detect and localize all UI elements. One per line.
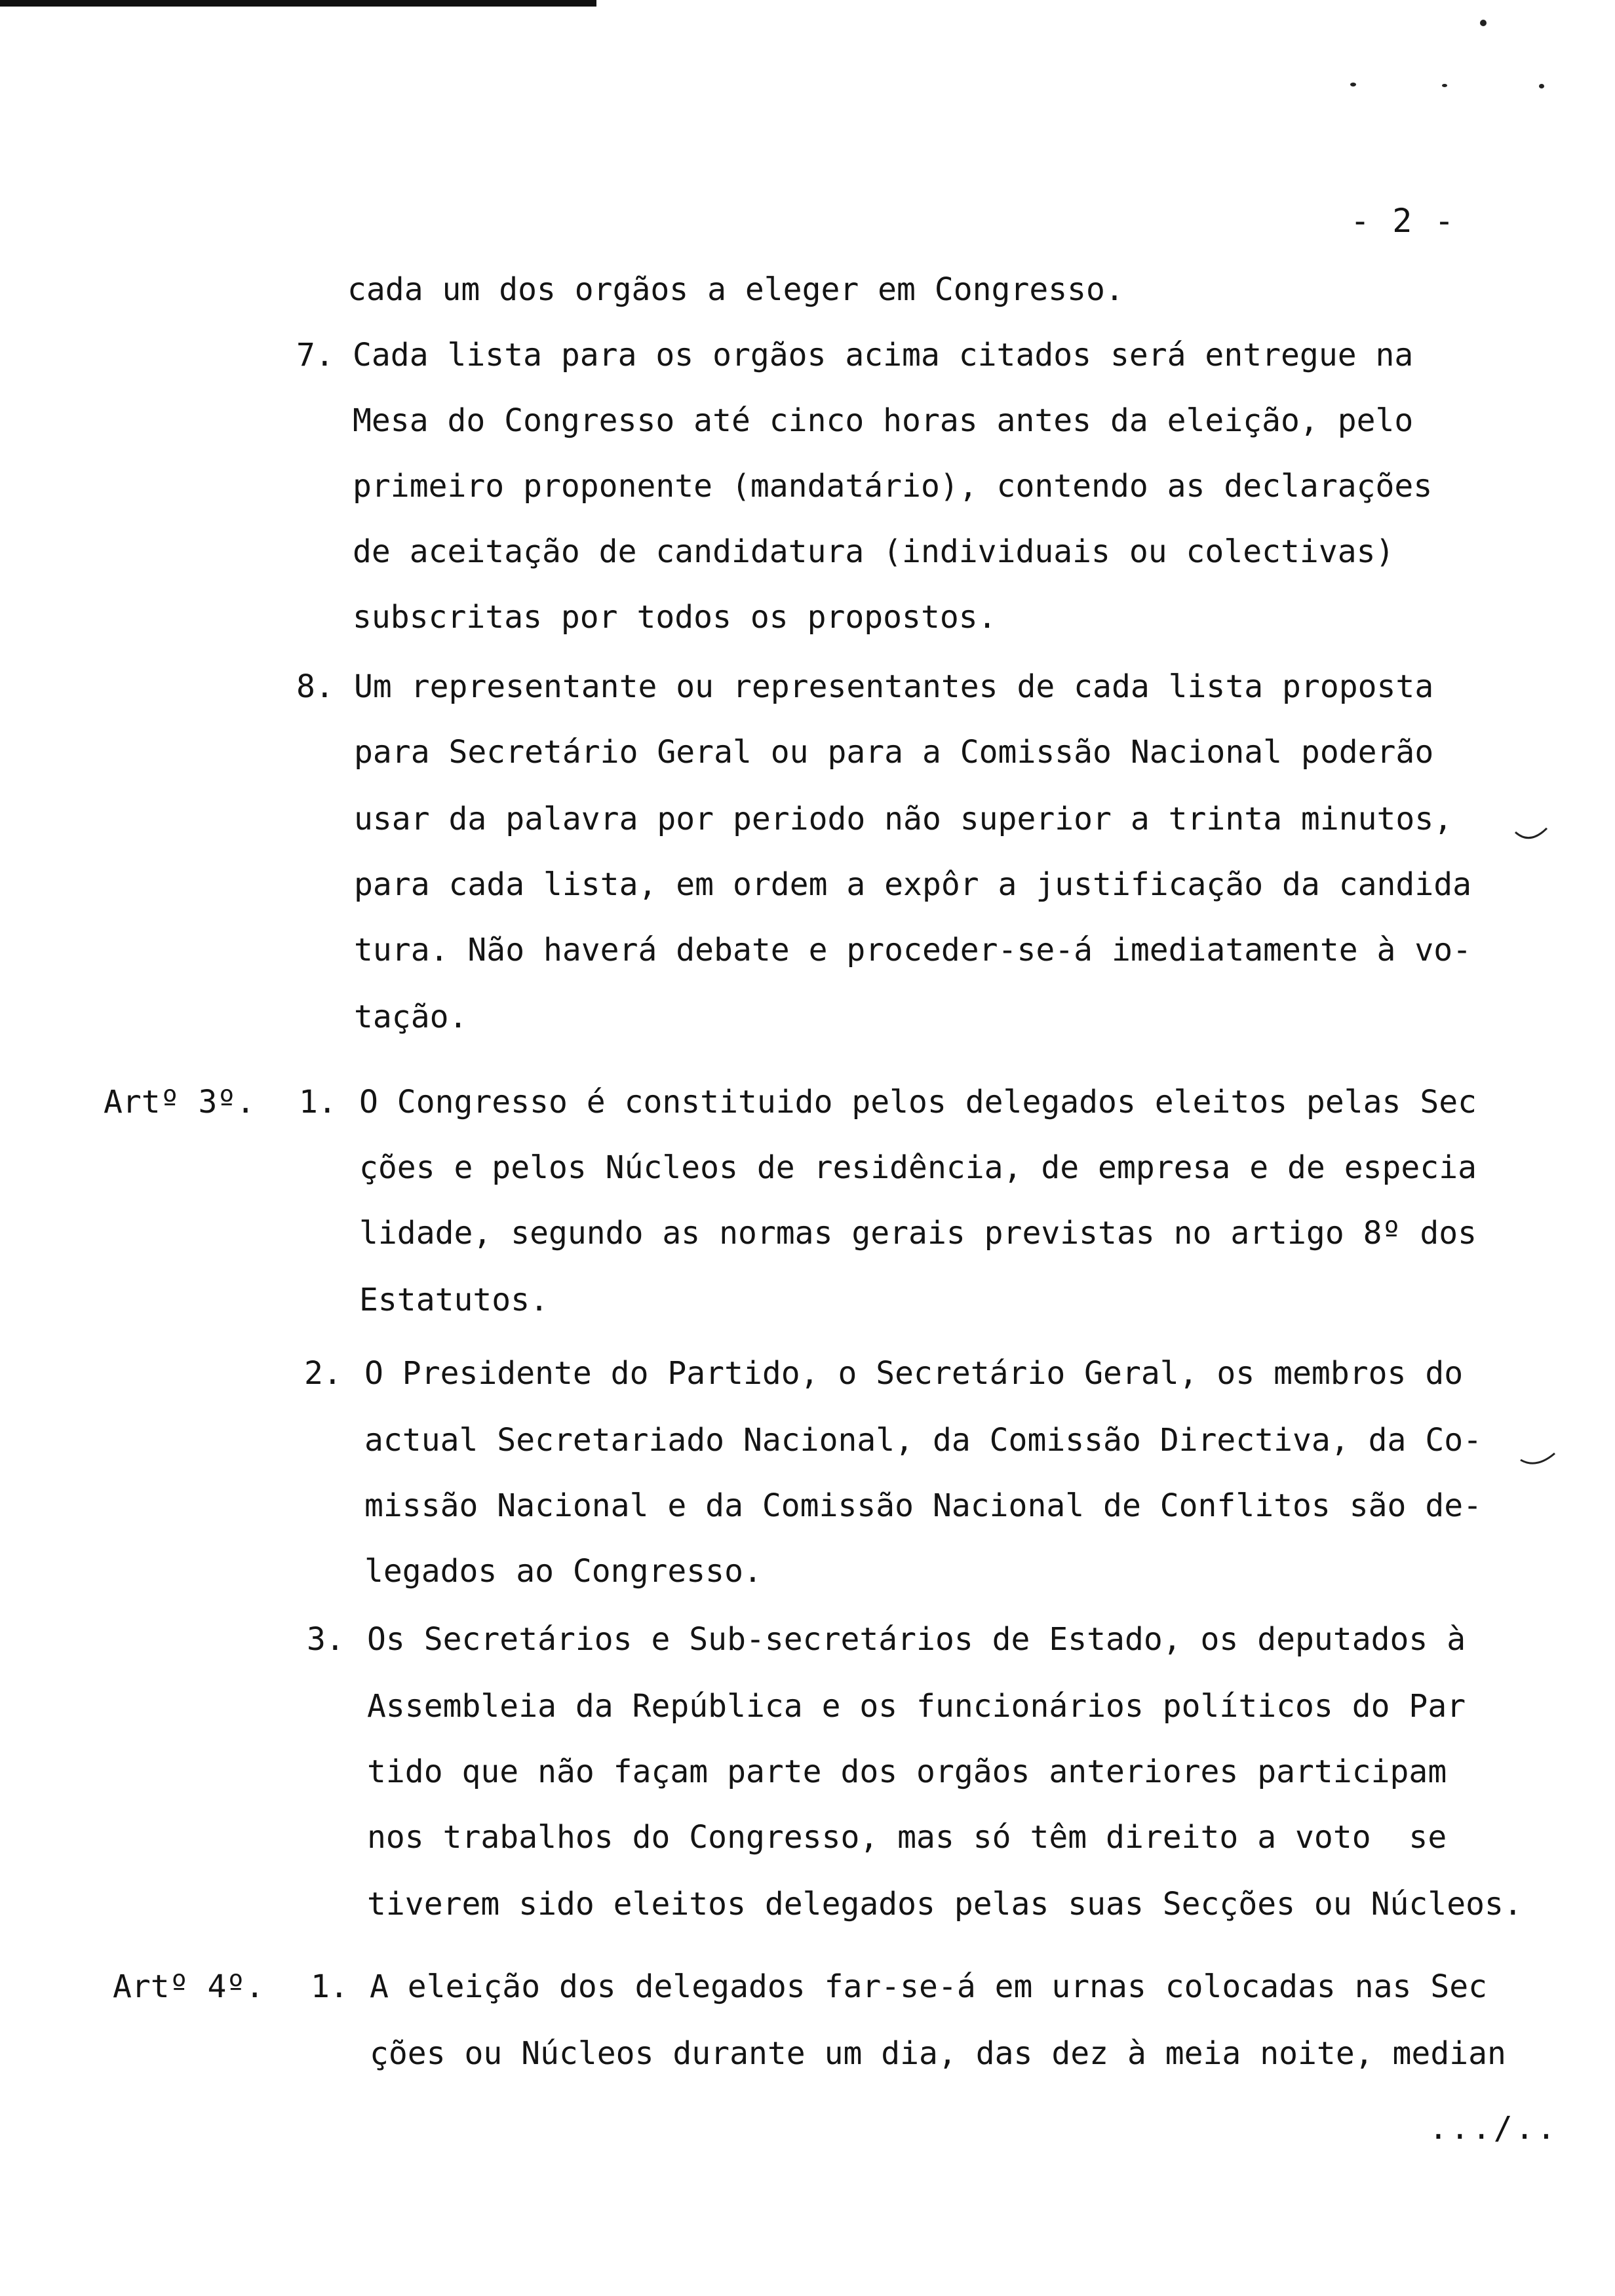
art3-item-3-marker: 3. (307, 1621, 345, 1658)
item-7-line-3: primeiro proponente (mandatário), contendo as declarações (353, 468, 1433, 505)
art3-item-1-line-1: O Congresso é constituido pelos delegados eleitos pelas Sec (359, 1084, 1477, 1120)
margin-tick-mark (1514, 823, 1552, 843)
art3-item-1-line-3: lidade, segundo as normas gerais previstas no artigo 8º dos (359, 1215, 1477, 1252)
art4-item-1-line-1: A eleição dos delegados far-se-á em urnas colocadas nas Sec (370, 1968, 1488, 2005)
art4-item-1-marker: 1. (311, 1968, 349, 2005)
art3-item-3-line-3: tido que não façam parte dos orgãos anteriores participam (367, 1753, 1447, 1790)
item-8-line-3: usar da palavra por periodo não superior a trinta minutos, (354, 801, 1453, 837)
scan-speck (1539, 84, 1544, 88)
item-8-marker: 8. (296, 668, 334, 705)
art3-item-3-line-2: Assembleia da República e os funcionários políticos do Par (367, 1688, 1466, 1725)
item-8-line-2: para Secretário Geral ou para a Comissão Nacional poderão (354, 734, 1434, 771)
margin-tick-mark (1519, 1449, 1557, 1469)
scan-speck (1480, 20, 1487, 26)
art3-item-1-marker: 1. (299, 1084, 337, 1120)
art3-item-2-line-3: missão Nacional e da Comissão Nacional de Conflitos são de- (364, 1487, 1483, 1524)
item-7-line-5: subscritas por todos os propostos. (353, 599, 997, 636)
art3-item-2-line-2: actual Secretariado Nacional, da Comissão Directiva, da Co- (364, 1422, 1483, 1459)
article-4-label: Artº 4º. (113, 1968, 265, 2005)
item-8-line-4: para cada lista, em ordem a expôr a justificação da candida (354, 866, 1472, 903)
item-7-line-1: Cada lista para os orgãos acima citados será entregue na (353, 337, 1414, 373)
scan-speck (1442, 84, 1447, 87)
item-7-line-4: de aceitação de candidatura (individuais ou colectivas) (353, 533, 1395, 570)
continuation-mark: .../.. (1429, 2110, 1559, 2147)
item-7-marker: 7. (296, 337, 334, 373)
item-8-line-5: tura. Não haverá debate e proceder-se-á imediatamente à vo- (354, 932, 1472, 968)
art3-item-3-line-4: nos trabalhos do Congresso, mas só têm direito a voto se (367, 1819, 1447, 1856)
art3-item-1-line-4: Estatutos. (359, 1282, 549, 1318)
item-8-line-1: Um representante ou representantes de cada lista proposta (354, 668, 1434, 705)
page-number: - 2 - (1350, 202, 1456, 240)
article-3-label: Artº 3º. (104, 1084, 256, 1120)
art3-item-3-line-5: tiverem sido eleitos delegados pelas suas Secções ou Núcleos. (367, 1886, 1523, 1923)
top-edge-rule (0, 0, 596, 7)
item-8-line-6: tação. (354, 999, 468, 1035)
art3-item-2-marker: 2. (304, 1355, 342, 1392)
intro-line: cada um dos orgãos a eleger em Congresso. (347, 271, 1124, 308)
art4-item-1-line-2: ções ou Núcleos durante um dia, das dez à meia noite, median (370, 2035, 1506, 2072)
scan-speck (1350, 83, 1356, 86)
art3-item-2-line-1: O Presidente do Partido, o Secretário Geral, os membros do (364, 1355, 1464, 1392)
art3-item-2-line-4: legados ao Congresso. (364, 1553, 762, 1590)
art3-item-1-line-2: ções e pelos Núcleos de residência, de empresa e de especia (359, 1149, 1477, 1186)
item-7-line-2: Mesa do Congresso até cinco horas antes da eleição, pelo (353, 402, 1414, 439)
art3-item-3-line-1: Os Secretários e Sub-secretários de Estado, os deputados à (367, 1621, 1466, 1658)
